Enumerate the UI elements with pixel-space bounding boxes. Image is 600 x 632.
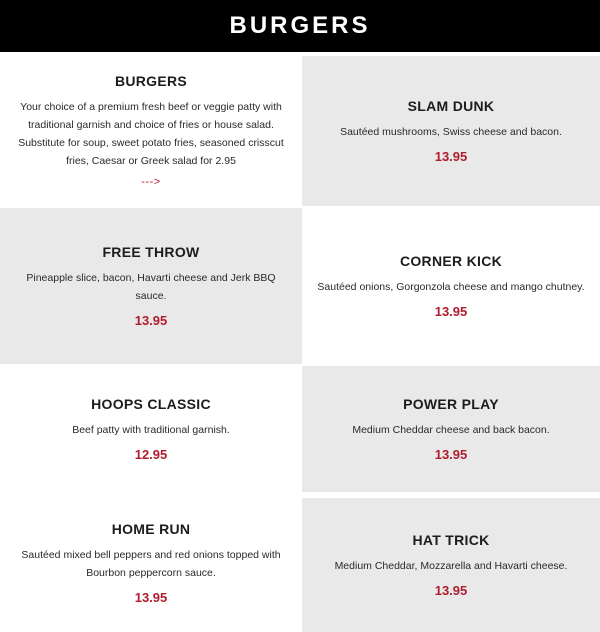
item-name: SLAM DUNK xyxy=(407,98,495,114)
item-name: POWER PLAY xyxy=(403,396,499,412)
menu-item-corner-kick[interactable] xyxy=(302,208,600,364)
item-price: 13.95 xyxy=(434,304,468,319)
item-name: HAT TRICK xyxy=(412,532,490,548)
item-price: 13.95 xyxy=(434,149,468,164)
section-title: BURGERS xyxy=(114,72,188,89)
menu-item-hoops-classic[interactable] xyxy=(0,364,302,494)
menu-item-home-run[interactable] xyxy=(0,494,302,632)
item-description: Medium Cheddar, Mozzarella and Havarti cheese. xyxy=(334,560,568,572)
item-price: 13.95 xyxy=(134,313,168,328)
item-description: Pineapple slice, bacon, Havarti cheese and Jerk BBQ sauce. xyxy=(26,272,276,302)
item-price: 12.95 xyxy=(134,447,168,462)
menu-item-hat-trick[interactable] xyxy=(302,498,600,632)
more-arrow-link[interactable]: ---> xyxy=(141,175,161,188)
item-description: Sautéed onions, Gorgonzola cheese and mango chutney. xyxy=(317,281,585,293)
item-description: Beef patty with traditional garnish. xyxy=(72,424,230,436)
menu-grid xyxy=(0,52,600,632)
item-name: HOME RUN xyxy=(111,521,191,537)
item-price: 13.95 xyxy=(434,583,468,598)
section-description: Your choice of a premium fresh beef or veggie patty with traditional garnish and choice of fries or house salad. Substitute for soup, sweet potato fries, seasoned crisscut fries, Caesar or Greek salad for 2.95 xyxy=(18,100,284,167)
item-name: CORNER KICK xyxy=(399,253,503,269)
intro-card xyxy=(0,52,302,208)
page-title: BURGERS xyxy=(229,12,371,39)
item-description: Sautéed mushrooms, Swiss cheese and bacon. xyxy=(340,126,562,138)
item-name: HOOPS CLASSIC xyxy=(91,396,211,412)
menu-item-power-play[interactable] xyxy=(302,366,600,492)
item-price: 13.95 xyxy=(134,590,168,605)
item-description: Sautéed mixed bell peppers and red onions topped with Bourbon peppercorn sauce. xyxy=(21,549,281,579)
item-name: FREE THROW xyxy=(102,244,200,260)
menu-header xyxy=(0,0,600,52)
item-description: Medium Cheddar cheese and back bacon. xyxy=(352,424,550,436)
item-price: 13.95 xyxy=(434,447,468,462)
menu-item-free-throw[interactable] xyxy=(0,208,302,364)
menu-item-slam-dunk[interactable] xyxy=(302,56,600,206)
